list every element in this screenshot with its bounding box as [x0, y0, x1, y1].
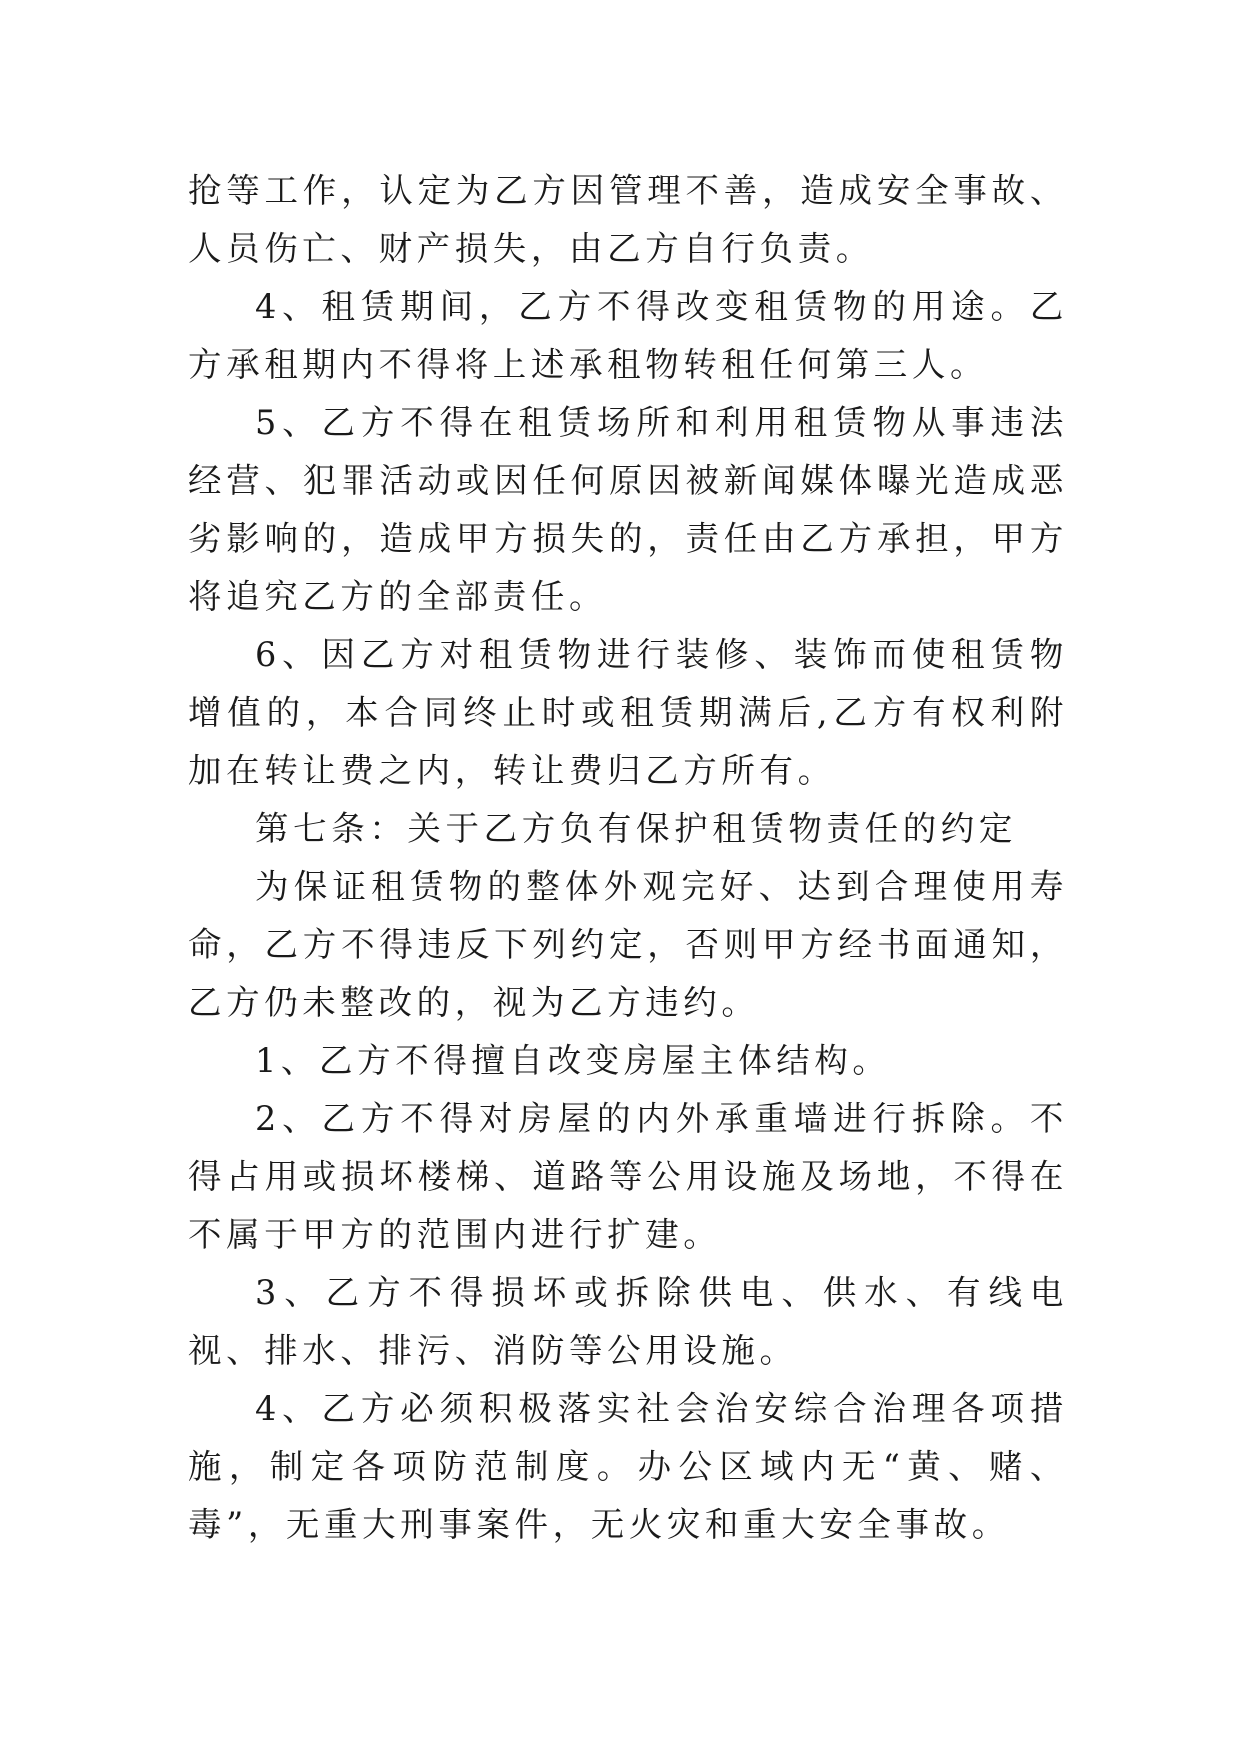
paragraph-clause-5-illegal: 5、乙方不得在租赁场所和利用租赁物从事违法经营、犯罪活动或因任何原因被新闻媒体曝光造成恶劣影响的，造成甲方损失的，责任由乙方承担，甲方将追究乙方的全部责任。 — [188, 403, 1068, 616]
paragraph-item-4-security: 4、乙方必须积极落实社会治安综合治理各项措施，制定各项防范制度。办公区域内无“黄、赌、毒”，无重大刑事案件，无火灾和重大安全事故。 — [188, 1389, 1068, 1544]
paragraph-clause-6-renovation: 6、因乙方对租赁物进行装修、装饰而使租赁物增值的，本合同终止时或租赁期满后,乙方有权利附加在转让费之内，转让费归乙方所有。 — [188, 635, 1068, 790]
paragraph-item-2-walls: 2、乙方不得对房屋的内外承重墙进行拆除。不得占用或损坏楼梯、道路等公用设施及场地，不得在不属于甲方的范围内进行扩建。 — [188, 1099, 1068, 1254]
document-body — [188, 162, 1068, 1554]
paragraph-continuation: 抢等工作，认定为乙方因管理不善，造成安全事故、人员伤亡、财产损失，由乙方自行负责。 — [188, 171, 1068, 268]
paragraph-article-7-intro: 为保证租赁物的整体外观完好、达到合理使用寿命，乙方不得违反下列约定，否则甲方经书面通知，乙方仍未整改的，视为乙方违约。 — [188, 867, 1068, 1022]
paragraph-item-1-structure: 1、乙方不得擅自改变房屋主体结构。 — [255, 1041, 891, 1080]
paragraph-item-3-facilities: 3、乙方不得损坏或拆除供电、供水、有线电视、排水、排污、消防等公用设施。 — [188, 1273, 1068, 1370]
paragraph-clause-4-use: 4、租赁期间，乙方不得改变租赁物的用途。乙方承租期内不得将上述承租物转租任何第三人。 — [188, 287, 1068, 384]
section-heading-article-7: 第七条：关于乙方负有保护租赁物责任的约定 — [255, 809, 1017, 848]
